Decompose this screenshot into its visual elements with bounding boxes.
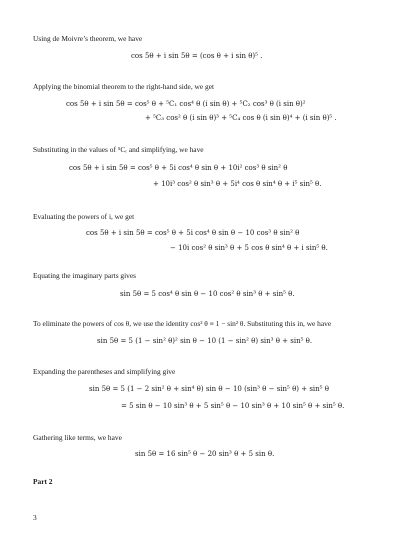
equation-expanded-line-2: = 5 sin θ − 10 sin³ θ + 5 sin⁵ θ − 10 sin³ θ + 10 sin⁵ θ + sin⁵ θ. bbox=[121, 402, 345, 410]
equation-expanded-line-1: sin 5θ = 5 (1 − 2 sin² θ + sin⁴ θ) sin θ − 10 (sin³ θ − sin⁵ θ) + sin⁵ θ bbox=[89, 385, 329, 393]
equation-powers-line-2: − 10i cos² θ sin³ θ + 5 cos θ sin⁴ θ + i sin⁵ θ. bbox=[170, 244, 328, 252]
identity-paragraph: To eliminate the powers of cos θ, we use the identity cos² θ ≡ 1 − sin² θ. Substituting this in, we have bbox=[33, 319, 332, 328]
part-heading: Part 2 bbox=[33, 477, 53, 486]
page-number: 3 bbox=[33, 513, 37, 522]
equation-identity-substituted: sin 5θ = 5 (1 − sin² θ)² sin θ − 10 (1 − sin² θ) sin³ θ + sin⁵ θ. bbox=[97, 337, 313, 345]
powers-paragraph: Evaluating the powers of i, we get bbox=[33, 212, 135, 221]
equation-substituted-line-2: + 10i³ cos² θ sin³ θ + 5i⁴ cos θ sin⁴ θ + i⁵ sin⁵ θ. bbox=[153, 180, 322, 188]
binomial-paragraph: Applying the binomial theorem to the right-hand side, we get bbox=[33, 82, 215, 91]
equation-binomial-line-1: cos 5θ + i sin 5θ = cos⁵ θ + ⁵C₁ cos⁴ θ (i sin θ) + ⁵C₂ cos³ θ (i sin θ)² bbox=[66, 100, 306, 108]
equation-final-result: sin 5θ = 16 sin⁵ θ − 20 sin³ θ + 5 sin θ. bbox=[135, 450, 275, 458]
gathering-paragraph: Gathering like terms, we have bbox=[33, 433, 122, 442]
equation-de-moivre: cos 5θ + i sin 5θ = (cos θ + i sin θ)⁵ . bbox=[131, 52, 263, 60]
substitution-paragraph: Substituting in the values of ⁵Cᵣ and simplifying, we have bbox=[33, 145, 204, 154]
expanding-paragraph: Expanding the parentheses and simplifying give bbox=[33, 367, 176, 376]
equation-powers-line-1: cos 5θ + i sin 5θ = cos⁵ θ + 5i cos⁴ θ sin θ − 10 cos³ θ sin² θ bbox=[86, 229, 300, 237]
equation-imaginary-parts: sin 5θ = 5 cos⁴ θ sin θ − 10 cos² θ sin³ θ + sin⁵ θ. bbox=[120, 290, 295, 298]
equation-substituted-line-1: cos 5θ + i sin 5θ = cos⁵ θ + 5i cos⁴ θ sin θ + 10i² cos³ θ sin² θ bbox=[69, 164, 288, 172]
intro-paragraph: Using de Moivre’s theorem, we have bbox=[33, 34, 143, 43]
equation-binomial-line-2: + ⁵C₃ cos² θ (i sin θ)³ + ⁵C₄ cos θ (i sin θ)⁴ + (i sin θ)⁵ . bbox=[145, 114, 337, 122]
imaginary-paragraph: Equating the imaginary parts gives bbox=[33, 271, 137, 280]
